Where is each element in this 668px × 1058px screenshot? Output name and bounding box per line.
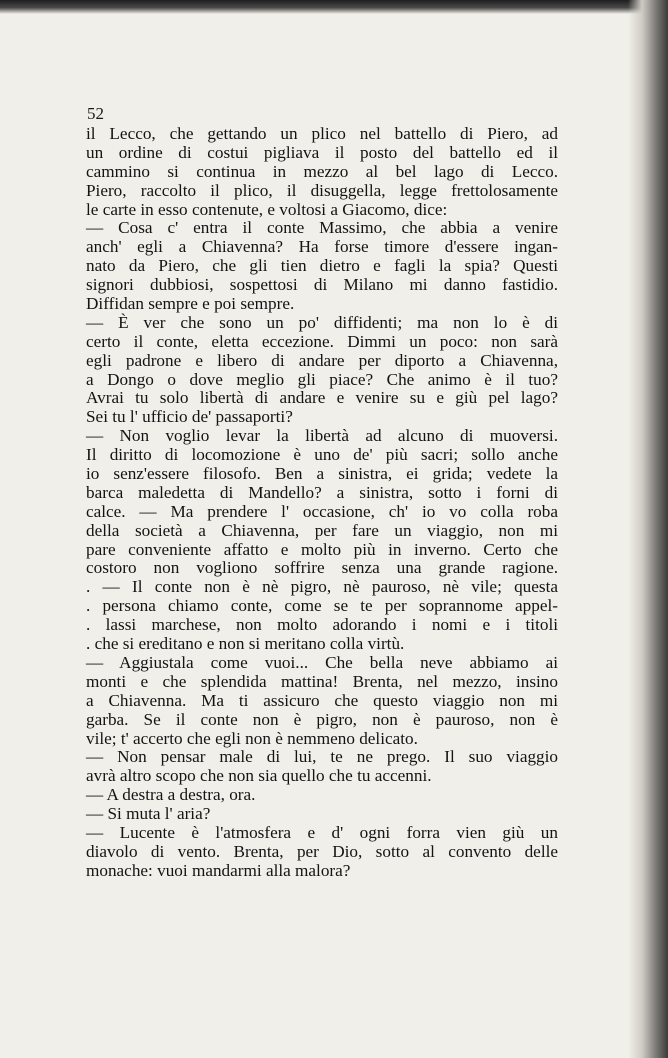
text-line: nato da Piero, che gli tien dietro e fagli la spia? Questi	[86, 256, 558, 276]
text-line: Sei tu l' ufficio de' passaporti?	[86, 407, 293, 427]
text-line: costoro non vogliono soffrire senza una grande ragione.	[86, 558, 558, 578]
text-line: monache: vuoi mandarmi alla malora?	[86, 860, 351, 880]
text-line: diavolo di vento. Brenta, per Dio, sotto al convento delle	[86, 841, 558, 861]
text-line: Il diritto di locomozione è uno de' più sacri; sollo anche	[86, 445, 558, 465]
text-line: Diffidan sempre e poi sempre.	[86, 294, 295, 314]
text-line: Avrai tu solo libertà di andare e venire su e giù pel lago?	[86, 388, 558, 408]
text-line: della società a Chiavenna, per fare un viaggio, non mi	[86, 520, 558, 540]
text-line: . che si ereditano e non si meritano colla virtù.	[86, 634, 405, 654]
text-line: a Dongo o dove meglio gli piace? Che animo è il tuo?	[86, 369, 558, 389]
text-line: vile; t' accerto che egli non è nemmeno delicato.	[86, 728, 418, 748]
text-line: . lassi marchese, non molto adorando i nomi e i titoli	[86, 615, 558, 635]
text-line: egli padrone e libero di andare per diporto a Chiavenna,	[86, 350, 558, 370]
text-line: avrà altro scopo che non sia quello che tu accenni.	[86, 766, 432, 786]
text-line: anch' egli a Chiavenna? Ha forse timore d'essere ingan-	[86, 237, 558, 257]
text-line: certo il conte, eletta eccezione. Dimmi un poco: non sarà	[86, 331, 558, 351]
text-line: . persona chiamo conte, come se te per soprannome appel-	[86, 596, 558, 616]
page-number: 52	[87, 104, 104, 123]
text-line: calce. — Ma prendere l' occasione, ch' io vo colla roba	[86, 501, 558, 521]
text-line: monti e che splendida mattina! Brenta, nel mezzo, insino	[86, 671, 558, 691]
text-line: un ordine di costui pigliava il posto del battello ed il	[86, 142, 558, 162]
text-line: cammino si continua in mezzo al bel lago di Lecco.	[86, 161, 558, 181]
body-text	[86, 125, 558, 881]
text-line: le carte in esso contenute, e voltosi a Giacomo, dice:	[86, 199, 448, 219]
text-line: io senz'essere filosofo. Ben a sinistra, ei grida; vedete la	[86, 464, 558, 484]
text-line: signori dubbiosi, sospettosi di Milano mi danno fastidio.	[86, 275, 558, 295]
text-line: . — Il conte non è nè pigro, nè pauroso, nè vile; questa	[86, 577, 558, 597]
text-line: Piero, raccolto il plico, il disuggella, legge frettolosamente	[86, 180, 558, 200]
scan-right-edge	[628, 0, 668, 1058]
text-line: — Cosa c' entra il conte Massimo, che abbia a venire	[86, 218, 558, 238]
text-line: — Non voglio levar la libertà ad alcuno di muoversi.	[86, 426, 558, 446]
text-line: il Lecco, che gettando un plico nel battello di Piero, ad	[86, 124, 558, 143]
text-line: — Aggiustala come vuoi... Che bella neve abbiamo ai	[86, 652, 558, 672]
text-line: barca maledetta di Mandello? a sinistra, sotto i forni di	[86, 482, 558, 502]
text-line: — È ver che sono un po' diffidenti; ma non lo è di	[86, 312, 558, 332]
text-line: — Lucente è l'atmosfera e d' ogni forra vien giù un	[86, 822, 558, 842]
text-line: pare conveniente affatto e molto più in inverno. Certo che	[86, 539, 558, 559]
scan-top-shadow	[0, 0, 668, 14]
text-line: garba. Se il conte non è pigro, non è pauroso, non è	[86, 709, 558, 729]
text-line: — A destra a destra, ora.	[86, 785, 256, 805]
text-line: — Non pensar male di lui, te ne prego. Il suo viaggio	[86, 747, 558, 767]
text-line: — Si muta l' aria?	[86, 804, 211, 824]
text-line: a Chiavenna. Ma ti assicuro che questo viaggio non mi	[86, 690, 558, 710]
